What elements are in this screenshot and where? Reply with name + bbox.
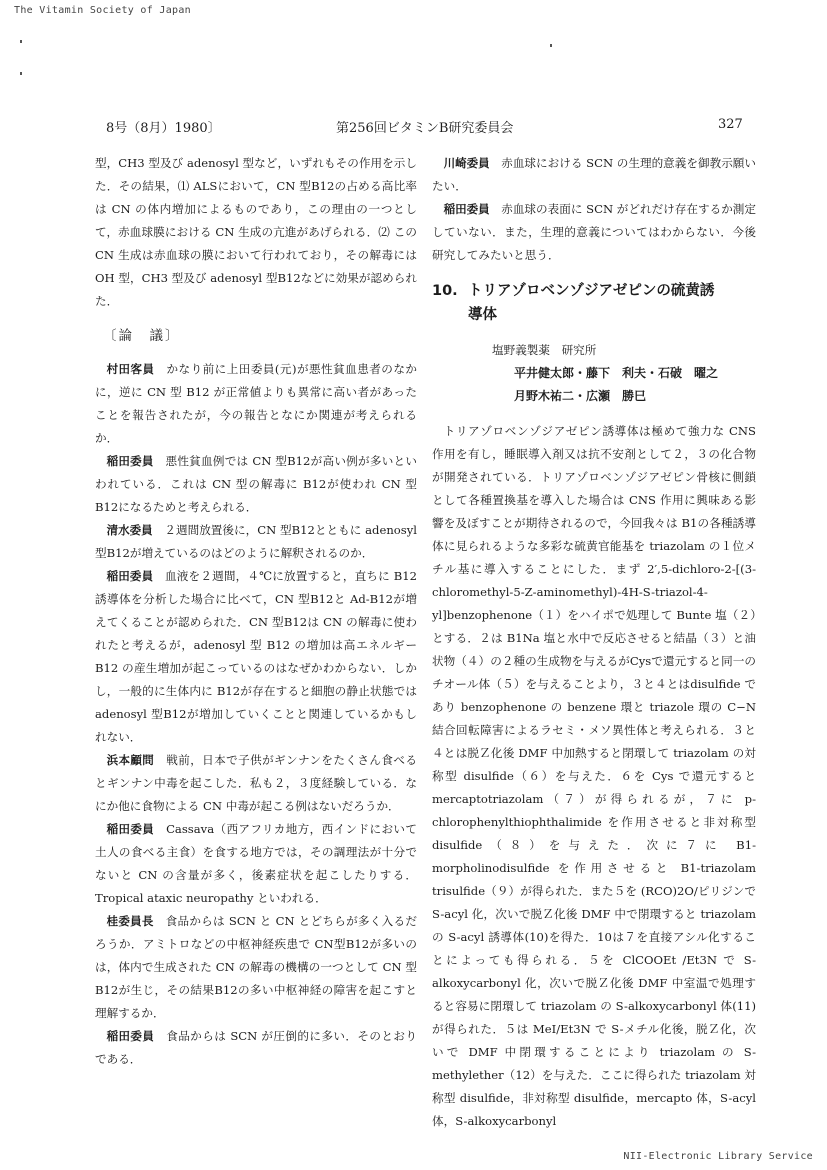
remark xyxy=(95,450,417,519)
right-column xyxy=(432,152,756,1133)
scan-speck xyxy=(20,72,22,75)
remark-text: 悪性貧血例では CN 型B12が高い例が多いといわれている．これは CN 型の解毒に B12が使われ CN 型B12になるためと考えられる． xyxy=(95,454,417,514)
speaker-name: 桂委員長 xyxy=(106,914,154,928)
remark-text: 食品からは SCN が圧倒的に多い．そのとおりである． xyxy=(95,1029,417,1066)
remark-text: かなり前に上田委員(元)が悪性貧血患者のなかに，逆に CN 型 B12 が正常値よりも異常に高い者があったことを報告されたが，今の報告となにか関連が考えられるか． xyxy=(95,362,417,445)
scan-speck xyxy=(20,40,22,43)
remark xyxy=(95,358,417,450)
remark xyxy=(95,818,417,910)
speaker-name: 稲田委員 xyxy=(106,822,155,836)
remark-text: 赤血球における SCN の生理的意義を御教示願いたい． xyxy=(432,156,756,193)
remark xyxy=(432,198,756,267)
remark xyxy=(95,910,417,1025)
remark xyxy=(95,1025,417,1071)
remark xyxy=(95,565,417,749)
remark-text: 血液を２週間，４℃に放置すると，直ちに B12誘導体を分析した場合に比べて，CN 型B12と Ad-B12が増えてくることが認められた．CN 型B12は CN の解毒に使われたと考えるが，adenosyl 型 B12 の増加は高エネルギー B12 の産生増加が起こっているのはなぜかわからない．しかし，一般的に生体内に B12が存在すると細胞の静止状態では adenosyl 型B12が増加していくことと関連しているかもしれない． xyxy=(95,569,417,744)
speaker-name: 稲田委員 xyxy=(106,454,154,468)
page-header-title: 第256回ビタミンB研究委員会 xyxy=(336,121,514,136)
bottom-watermark: NII-Electronic Library Service xyxy=(623,1151,813,1162)
section-number: 10. xyxy=(432,283,458,299)
remark xyxy=(95,749,417,818)
speaker-name: 稲田委員 xyxy=(106,569,154,583)
discussion-heading: 〔論 議〕 xyxy=(103,328,181,344)
speaker-name: 村田客員 xyxy=(106,362,155,376)
remark-text: 食品からは SCN と CN とどちらが多く入るだろうか．アミトロなどの中枢神経疾患で CN型B12が多いのは，体内で生成された CN の解毒の機構の一つとして CN 型B12が生じ，その結果B12の多い中枢神経の障害を起こすと理解するか． xyxy=(95,914,418,1020)
speaker-name: 浜本顧問 xyxy=(106,753,155,767)
remark xyxy=(432,152,756,198)
speaker-name: 川崎委員 xyxy=(443,156,490,170)
section-title-line: トリアゾロベンゾジアゼピンの硫黄誘 xyxy=(468,283,715,299)
left-column xyxy=(95,152,417,1071)
speaker-name: 稲田委員 xyxy=(106,1029,155,1043)
author-list: 月野木祐二・広瀬 勝巳 xyxy=(514,389,647,403)
scan-speck xyxy=(550,44,552,47)
remark-text: Cassava（西アフリカ地方，西インドにおいて土人の食べる主食）を食する地方では，その調理法が十分でないと CN の含量が多く，後素症状を起こしたりする．Tropical ataxic neuropathy といわれる． xyxy=(95,822,417,905)
page-number: 327 xyxy=(718,117,743,132)
affiliation: 塩野義製薬 研究所 xyxy=(492,343,597,357)
remark-text: ２週間放置後に，CN 型B12とともに adenosyl 型B12が増えているのはどのように解釈されるのか． xyxy=(95,523,417,560)
author-list: 平井健太郎・藤下 利夫・石破 曜之 xyxy=(514,366,719,380)
spacer xyxy=(432,408,756,420)
section-title-line: 導体 xyxy=(468,307,497,323)
section-heading xyxy=(432,279,756,327)
issue-label: 8号（8月）1980〕 xyxy=(106,121,221,136)
body-paragraph: トリアゾロベンゾジアゼピン誘導体は極めて強力な CNS 作用を有し，睡眠導入剤又は抗不安剤として２，３の化合物が開発されている．トリアゾロベンゾジアゼピン骨核に側鎖として各種置換基を導入した場合は CNS 作用に興味ある影響を及ぼすことが期待されるので，今回我々は B1の各種誘導体に見られるような多彩な硫黄官能基を triazolam の１位メチル基に導入することにした．まず 2′,5-dichloro-2-[(3-chloromethyl-5-Z-aminomethyl)-4H-S-triazol-4-yl]benzophenone（１）をハイポで処理して Bunte 塩（２）とする．２は B1Na 塩と水中で反応させると結晶（３）と油状物（４）の２種の生成物を与えるがCysで還元すると同一のチオール体（５）を与えることより，３と４とはdisulfide であり benzophenone の benzene 環と triazole 環の C−N 結合回転障害によるラセミ・メソ異性体と考えられる．３と４とは脱Ｚ化後 DMF 中加熱すると閉環して triazolam の対称型 disulfide（６）を与えた．６を Cys で還元すると mercaptotriazolam（７）が得られるが，７に p-chlorophenylthiophthalimide を作用させると非対称型 disulfide（８）を与えた．次に７に B1-morpholinodisulfide を作用させると B1-triazolam trisulfide（９）が得られた．また５を (RCO)2O/ピリジンで S-acyl 化，次いで脱Ｚ化後 DMF 中で閉環すると triazolam の S-acyl 誘導体(10)を得た．10は７を直接アシル化することによっても得られる．５を ClCOOEt /Et3N で S-alkoxycarbonyl 化，次いで脱Ｚ化後 DMF 中室温で処理すると容易に閉環して triazolam の S-alkoxycarbonyl 体(11)が得られた．５は MeI/Et3N で S-メチル化後，脱Ｚ化，次いで DMF 中閉環することにより triazolam の S-methylether（12）を与えた．ここに得られた triazolam 対称型 disulfide，非対称型 disulfide，mercapto 体，S-acyl 体，S-alkoxycarbonyl xyxy=(432,424,756,1128)
speaker-name: 清水委員 xyxy=(106,523,153,537)
intro-paragraph: 型，CH3 型及び adenosyl 型など，いずれもその作用を示した．その結果，⑴ ALSにおいて，CN 型B12の占める高比率は CN の体内増加によるものであり，この理由の一つとして，赤血球膜における CN 生成の亢進があげられる．⑵ この CN 生成は赤血球の膜において行われており，その解毒には OH 型，CH3 型及び adenosyl 型B12などに効果が認められた． xyxy=(95,156,417,308)
speaker-name: 稲田委員 xyxy=(443,202,490,216)
top-watermark: The Vitamin Society of Japan xyxy=(14,5,191,16)
remark xyxy=(95,519,417,565)
remark-text: 赤血球の表面に SCN がどれだけ存在するか測定していない．また，生理的意義についてはわからない．今後研究してみたいと思う． xyxy=(432,202,756,262)
remark-text: 戦前，日本で子供がギンナンをたくさん食べるとギンナン中毒を起こした．私も２，３度経験している．なにか他に食物による CN 中毒が起こる例はないだろうか． xyxy=(95,753,417,813)
